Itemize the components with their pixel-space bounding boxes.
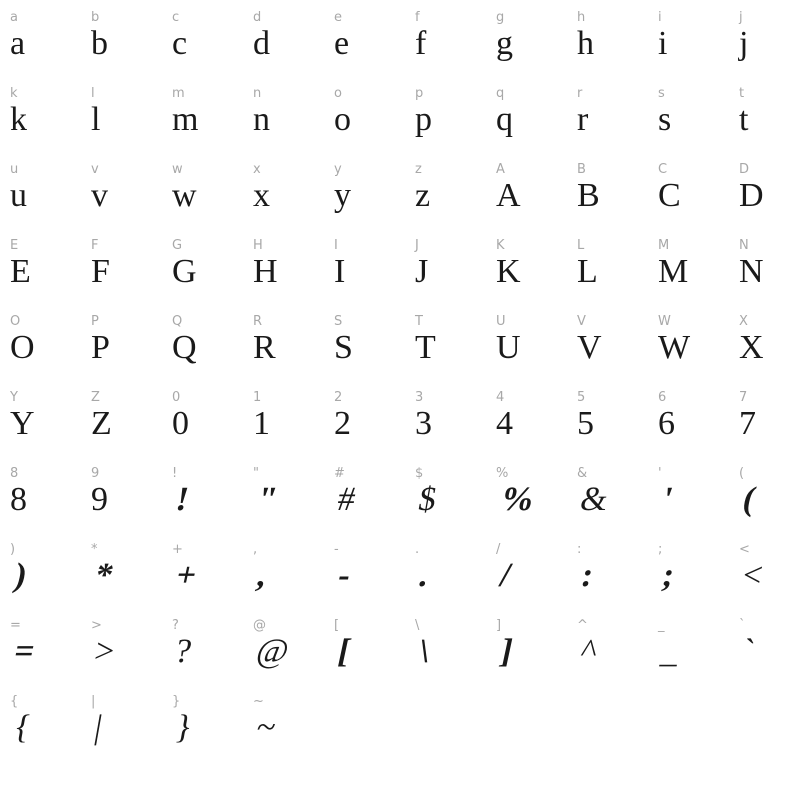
character-glyph: . <box>415 557 433 594</box>
character-key-label: z <box>415 162 423 177</box>
character-key-label: J <box>415 238 420 253</box>
character-glyph: Q <box>172 329 197 366</box>
character-cell <box>91 160 172 236</box>
character-key-label: a <box>10 10 19 25</box>
character-key-label: s <box>658 86 665 101</box>
character-key-label: t <box>739 86 745 101</box>
character-glyph: { <box>10 709 34 746</box>
character-cell <box>91 8 172 84</box>
character-glyph: C <box>658 177 681 214</box>
character-glyph: 4 <box>496 405 513 442</box>
character-cell <box>739 464 800 540</box>
character-glyph: w <box>172 177 197 214</box>
character-cell <box>739 388 800 464</box>
character-key-label: D <box>739 162 750 177</box>
character-key-label: 4 <box>496 390 505 405</box>
character-glyph: y <box>334 177 351 214</box>
character-cell <box>253 616 334 692</box>
character-key-label: F <box>91 238 99 253</box>
character-key-label: _ <box>658 618 665 633</box>
character-key-label: \ <box>415 618 420 633</box>
character-glyph: ( <box>739 481 760 518</box>
character-cell <box>496 616 577 692</box>
character-cell <box>334 236 415 312</box>
character-key-label: h <box>577 10 586 25</box>
character-cell <box>496 540 577 616</box>
character-glyph: Y <box>10 405 35 442</box>
character-glyph: H <box>253 253 278 290</box>
character-cell <box>415 8 496 84</box>
character-glyph: 5 <box>577 405 594 442</box>
character-cell <box>253 388 334 464</box>
character-glyph: = <box>10 633 39 670</box>
character-glyph: P <box>91 329 110 366</box>
character-key-label: Y <box>10 390 19 405</box>
character-cell <box>496 236 577 312</box>
character-key-label: G <box>172 238 183 253</box>
character-glyph: b <box>91 25 108 62</box>
character-key-label: W <box>658 314 672 329</box>
character-cell <box>334 312 415 388</box>
character-key-label: Z <box>91 390 101 405</box>
character-key-label: 8 <box>10 466 19 481</box>
character-glyph: h <box>577 25 594 62</box>
character-cell <box>739 236 800 312</box>
character-cell <box>172 236 253 312</box>
character-cell <box>577 84 658 160</box>
character-key-label: r <box>577 86 583 101</box>
character-glyph: & <box>577 481 611 518</box>
character-key-label: > <box>91 618 103 633</box>
character-key-label: d <box>253 10 262 25</box>
character-key-label: k <box>10 86 18 101</box>
character-key-label: j <box>739 10 743 25</box>
character-cell <box>172 160 253 236</box>
character-key-label: e <box>334 10 343 25</box>
character-key-label: C <box>658 162 668 177</box>
character-cell <box>658 616 739 692</box>
character-glyph: $ <box>415 481 440 518</box>
character-cell <box>253 160 334 236</box>
character-cell <box>172 312 253 388</box>
character-key-label: 1 <box>253 390 262 405</box>
character-cell <box>658 388 739 464</box>
character-cell <box>415 464 496 540</box>
character-key-label: y <box>334 162 342 177</box>
character-glyph: , <box>253 557 271 594</box>
character-glyph: L <box>577 253 598 290</box>
character-cell <box>739 8 800 84</box>
character-key-label: 9 <box>91 466 100 481</box>
character-cell <box>334 8 415 84</box>
character-cell <box>496 84 577 160</box>
character-key-label: 2 <box>334 390 343 405</box>
character-glyph: * <box>91 557 117 594</box>
character-cell <box>496 8 577 84</box>
character-key-label: p <box>415 86 424 101</box>
character-key-label: L <box>577 238 585 253</box>
character-glyph: u <box>10 177 27 214</box>
character-cell <box>172 84 253 160</box>
character-key-label: ] <box>496 618 502 633</box>
character-cell <box>577 464 658 540</box>
character-key-label: n <box>253 86 262 101</box>
character-cell <box>10 160 91 236</box>
character-key-label: 7 <box>739 390 748 405</box>
character-key-label: [ <box>334 618 340 633</box>
character-cell <box>739 160 800 236</box>
character-key-label: O <box>10 314 21 329</box>
character-key-label: T <box>415 314 424 329</box>
character-cell <box>415 160 496 236</box>
character-cell <box>658 540 739 616</box>
character-cell <box>658 312 739 388</box>
character-glyph: F <box>91 253 110 290</box>
character-key-label: = <box>10 618 22 633</box>
character-cell <box>172 388 253 464</box>
character-cell <box>415 616 496 692</box>
character-key-label: 3 <box>415 390 424 405</box>
character-cell <box>253 8 334 84</box>
character-glyph: x <box>253 177 270 214</box>
character-key-label: P <box>91 314 100 329</box>
character-glyph: I <box>334 253 346 290</box>
character-key-label: | <box>91 694 96 709</box>
character-cell <box>334 464 415 540</box>
character-key-label: * <box>91 542 98 557</box>
character-glyph: d <box>253 25 270 62</box>
character-cell <box>577 312 658 388</box>
character-key-label: R <box>253 314 263 329</box>
character-key-label: E <box>10 238 19 253</box>
character-cell <box>658 160 739 236</box>
character-glyph: 7 <box>739 405 756 442</box>
character-cell <box>658 84 739 160</box>
character-cell <box>496 464 577 540</box>
character-key-label: ! <box>172 466 178 481</box>
character-key-label: v <box>91 162 99 177</box>
character-cell <box>577 160 658 236</box>
character-cell <box>334 388 415 464</box>
character-glyph: N <box>739 253 764 290</box>
character-glyph: ~ <box>253 709 279 746</box>
character-cell <box>739 540 800 616</box>
character-glyph: g <box>496 25 513 62</box>
character-cell <box>577 616 658 692</box>
character-cell <box>10 540 91 616</box>
character-key-label: + <box>172 542 184 557</box>
character-glyph: [ <box>334 633 355 670</box>
character-glyph: G <box>172 253 197 290</box>
character-key-label: M <box>658 238 670 253</box>
character-cell <box>577 236 658 312</box>
character-key-label: / <box>496 542 501 557</box>
character-key-label: . <box>415 542 420 557</box>
character-cell <box>10 388 91 464</box>
character-glyph: _ <box>658 633 683 670</box>
character-key-label: # <box>334 466 346 481</box>
character-glyph: 9 <box>91 481 108 518</box>
character-cell <box>334 84 415 160</box>
character-glyph: Z <box>91 405 112 442</box>
character-cell <box>415 540 496 616</box>
character-cell <box>91 312 172 388</box>
character-glyph: } <box>172 709 196 746</box>
character-cell <box>658 464 739 540</box>
character-key-label: o <box>334 86 343 101</box>
character-glyph: X <box>739 329 764 366</box>
character-cell <box>91 692 172 768</box>
character-cell <box>658 8 739 84</box>
character-cell <box>334 540 415 616</box>
character-key-label: w <box>172 162 183 177</box>
character-cell <box>91 464 172 540</box>
character-glyph: % <box>496 481 539 518</box>
character-glyph: r <box>577 101 589 138</box>
character-key-label: V <box>577 314 587 329</box>
character-cell <box>334 616 415 692</box>
character-key-label: 5 <box>577 390 586 405</box>
character-cell <box>10 312 91 388</box>
character-glyph: ^ <box>577 633 601 670</box>
character-glyph: > <box>91 633 118 670</box>
character-cell <box>172 8 253 84</box>
character-key-label: } <box>172 694 181 709</box>
character-key-label: q <box>496 86 505 101</box>
character-glyph: K <box>496 253 521 290</box>
character-cell <box>91 540 172 616</box>
character-key-label: % <box>496 466 509 481</box>
character-glyph: U <box>496 329 521 366</box>
character-key-label: l <box>91 86 95 101</box>
character-glyph: \ <box>415 633 434 670</box>
character-key-label: x <box>253 162 261 177</box>
character-cell <box>739 616 800 692</box>
character-glyph: T <box>415 329 436 366</box>
character-cell <box>10 464 91 540</box>
character-key-label: $ <box>415 466 424 481</box>
character-glyph: M <box>658 253 689 290</box>
character-key-label: ; <box>658 542 663 557</box>
character-glyph: j <box>739 25 749 62</box>
character-glyph: 3 <box>415 405 432 442</box>
character-key-label: u <box>10 162 19 177</box>
character-key-label: < <box>739 542 751 557</box>
character-glyph: + <box>172 557 201 594</box>
character-key-label: 6 <box>658 390 667 405</box>
character-glyph: / <box>496 557 515 594</box>
character-glyph: S <box>334 329 353 366</box>
character-key-label: ( <box>739 466 745 481</box>
character-cell <box>172 540 253 616</box>
character-key-label: X <box>739 314 749 329</box>
character-cell <box>10 616 91 692</box>
character-key-label: i <box>658 10 662 25</box>
character-glyph: W <box>658 329 691 366</box>
character-glyph: < <box>739 557 766 594</box>
character-glyph: q <box>496 101 513 138</box>
character-glyph: E <box>10 253 31 290</box>
character-key-label: A <box>496 162 506 177</box>
character-grid <box>10 8 800 768</box>
character-key-label: & <box>577 466 588 481</box>
character-glyph: l <box>91 101 101 138</box>
character-glyph: # <box>334 481 359 518</box>
character-glyph: O <box>10 329 35 366</box>
character-cell <box>253 692 334 768</box>
character-cell <box>415 84 496 160</box>
character-glyph: ; <box>658 557 679 594</box>
character-cell <box>172 692 253 768</box>
character-key-label: : <box>577 542 582 557</box>
character-glyph: @ <box>253 633 292 670</box>
character-cell <box>253 540 334 616</box>
character-glyph: 2 <box>334 405 351 442</box>
character-cell <box>415 312 496 388</box>
character-glyph: ] <box>496 633 517 670</box>
character-glyph: R <box>253 329 276 366</box>
character-cell <box>253 236 334 312</box>
character-key-label: { <box>10 694 19 709</box>
character-key-label: S <box>334 314 343 329</box>
character-glyph: - <box>334 557 355 594</box>
character-cell <box>739 312 800 388</box>
character-key-label: ` <box>739 618 746 633</box>
character-glyph: A <box>496 177 521 214</box>
character-key-label: B <box>577 162 587 177</box>
character-key-label: K <box>496 238 505 253</box>
character-cell <box>253 464 334 540</box>
character-key-label: Q <box>172 314 183 329</box>
character-key-label: ? <box>172 618 180 633</box>
character-glyph: ! <box>172 481 193 518</box>
character-cell <box>253 84 334 160</box>
character-key-label: ^ <box>577 618 589 633</box>
character-glyph: ' <box>658 481 677 518</box>
character-key-label: @ <box>253 618 267 633</box>
character-cell <box>91 84 172 160</box>
character-key-label: , <box>253 542 258 557</box>
character-key-label: ~ <box>253 694 265 709</box>
character-glyph: o <box>334 101 351 138</box>
character-cell <box>172 464 253 540</box>
character-cell <box>10 236 91 312</box>
character-glyph: t <box>739 101 749 138</box>
character-key-label: H <box>253 238 263 253</box>
character-cell <box>172 616 253 692</box>
character-glyph: e <box>334 25 350 62</box>
character-glyph: c <box>172 25 188 62</box>
character-glyph: ? <box>172 633 195 670</box>
character-glyph: m <box>172 101 199 138</box>
character-glyph: a <box>10 25 26 62</box>
character-glyph: V <box>577 329 602 366</box>
character-glyph: f <box>415 25 427 62</box>
character-glyph: " <box>253 481 281 518</box>
character-glyph: 1 <box>253 405 270 442</box>
character-cell <box>334 160 415 236</box>
character-cell <box>91 616 172 692</box>
character-key-label: c <box>172 10 180 25</box>
character-cell <box>577 388 658 464</box>
character-cell <box>91 236 172 312</box>
character-glyph: ) <box>10 557 31 594</box>
character-key-label: U <box>496 314 506 329</box>
character-cell <box>415 236 496 312</box>
character-glyph: n <box>253 101 270 138</box>
character-key-label: m <box>172 86 185 101</box>
character-cell <box>577 8 658 84</box>
character-cell <box>658 236 739 312</box>
character-cell <box>496 312 577 388</box>
character-key-label: N <box>739 238 749 253</box>
character-cell <box>10 692 91 768</box>
character-key-label: 0 <box>172 390 181 405</box>
character-cell <box>91 388 172 464</box>
character-key-label: f <box>415 10 420 25</box>
character-cell <box>496 388 577 464</box>
character-cell <box>253 312 334 388</box>
character-glyph: | <box>91 709 106 746</box>
character-glyph: v <box>91 177 108 214</box>
character-glyph: p <box>415 101 432 138</box>
character-cell <box>415 388 496 464</box>
character-key-label: ) <box>10 542 16 557</box>
character-glyph: B <box>577 177 600 214</box>
character-glyph: D <box>739 177 764 214</box>
character-glyph: z <box>415 177 431 214</box>
character-cell <box>496 160 577 236</box>
character-key-label: ' <box>658 466 662 481</box>
character-glyph: 6 <box>658 405 675 442</box>
character-glyph: ` <box>739 633 758 670</box>
character-key-label: - <box>334 542 339 557</box>
character-key-label: g <box>496 10 505 25</box>
character-cell <box>577 540 658 616</box>
character-cell <box>10 8 91 84</box>
character-glyph: 8 <box>10 481 27 518</box>
character-key-label: b <box>91 10 100 25</box>
character-glyph: k <box>10 101 27 138</box>
character-glyph: s <box>658 101 672 138</box>
character-key-label: I <box>334 238 339 253</box>
character-glyph: i <box>658 25 668 62</box>
character-cell <box>10 84 91 160</box>
character-glyph: 0 <box>172 405 189 442</box>
character-glyph: : <box>577 557 598 594</box>
character-glyph: J <box>415 253 429 290</box>
character-key-label: " <box>253 466 260 481</box>
character-cell <box>739 84 800 160</box>
